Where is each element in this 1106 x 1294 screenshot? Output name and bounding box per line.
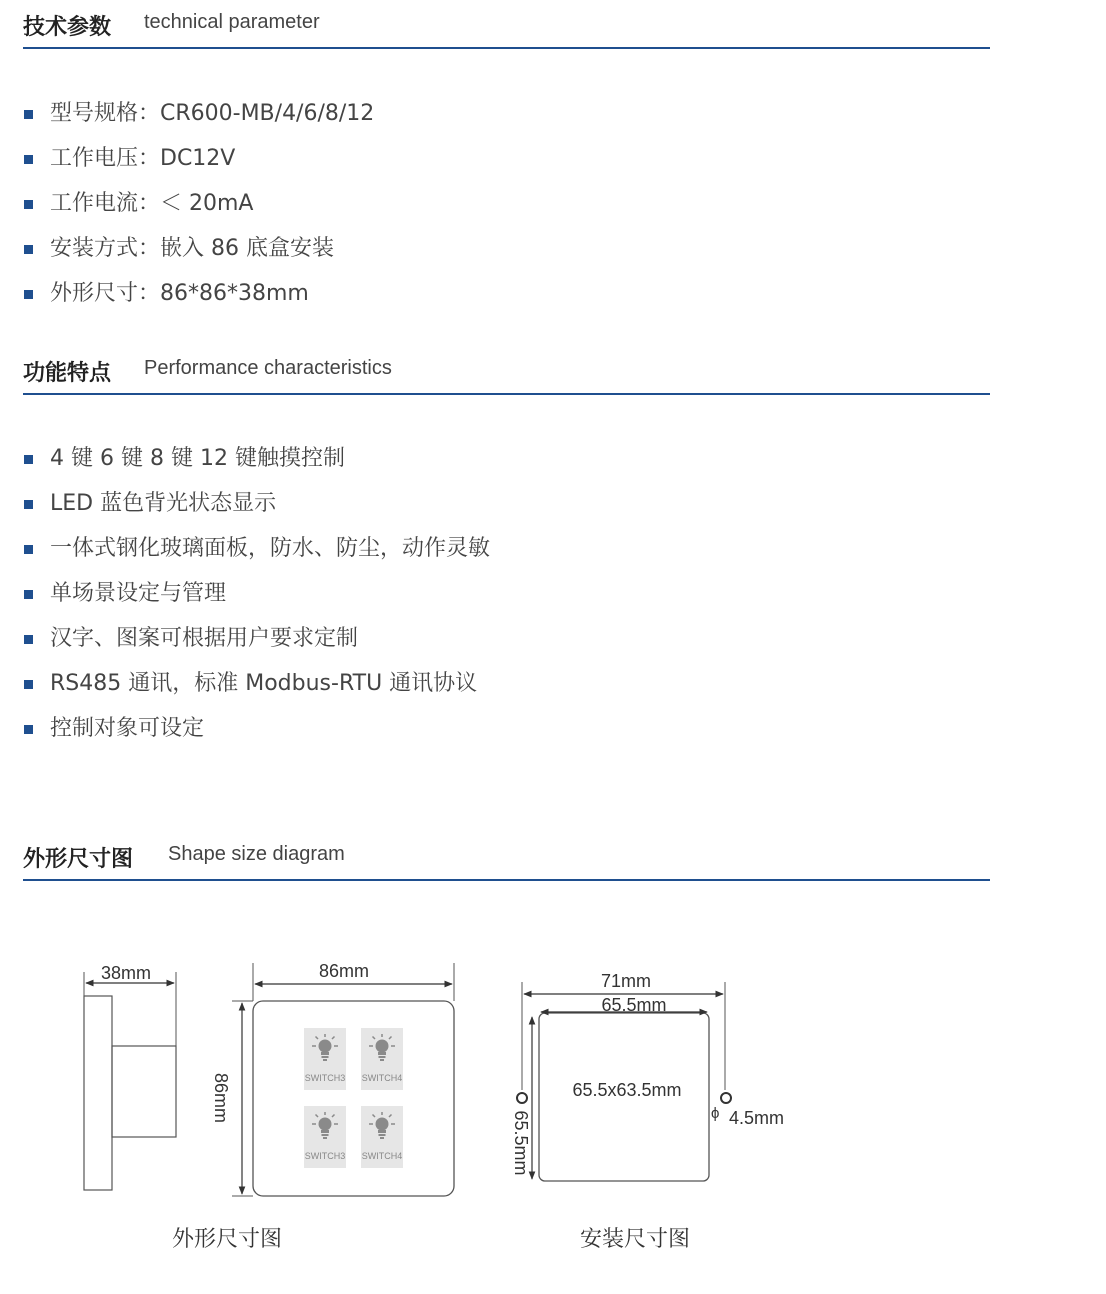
bullet-square-icon [24,545,33,554]
phi-symbol: ϕ [711,1105,720,1122]
bullet-square-icon [24,200,33,209]
list-item-text: 一体式钢化玻璃面板，防水、防尘，动作灵敏 [50,536,491,561]
section-title-en: Performance characteristics [144,357,392,379]
section-title-cn: 外形尺寸图 [23,847,134,872]
section-title-en: technical parameter [144,11,320,33]
bullet-square-icon [24,590,33,599]
caption-shape-size: 外形尺寸图 [172,1227,283,1252]
side-view [84,963,176,1190]
mounting-hole-right [721,1093,731,1103]
section-divider [23,393,990,395]
list-item-text: 工作电流：＜ 20mA [50,191,254,216]
bullet-square-icon [24,725,33,734]
feature-item [23,669,490,714]
switch-label: SWITCH4 [361,1073,403,1083]
tech-param-item [23,144,374,189]
switch-key [304,1028,346,1090]
feature-item [23,534,490,579]
list-item-text: RS485 通讯，标准 Modbus-RTU 通讯协议 [50,671,478,696]
bullet-square-icon [24,500,33,509]
section-divider [23,879,990,881]
list-item-text: 外形尺寸：86*86*38mm [50,281,309,306]
bullet-square-icon [24,635,33,644]
feature-item [23,444,490,489]
feature-item [23,579,490,624]
list-item-text: 工作电压：DC12V [50,146,236,171]
bullet-square-icon [24,680,33,689]
section-header-technical-parameter [23,8,990,52]
front-view [211,961,454,1196]
switch-key [361,1028,403,1090]
tech-param-item [23,279,374,324]
installation-view [511,971,784,1181]
list-item-text: 安装方式：嵌入 86 底盒安装 [50,236,334,261]
switch-key [304,1106,346,1168]
bullet-square-icon [24,290,33,299]
section-title-cn: 功能特点 [23,361,112,386]
list-item-text: 单场景设定与管理 [50,581,227,606]
bullet-square-icon [24,245,33,254]
caption-install-size: 安装尺寸图 [580,1227,691,1252]
list-item-text: 型号规格：CR600-MB/4/6/8/12 [50,101,375,126]
switch-label: SWITCH4 [361,1151,403,1161]
list-item-text: 汉字、图案可根据用户要求定制 [50,626,359,651]
list-item-text: LED 蓝色背光状态显示 [50,491,277,516]
feature-item [23,714,490,759]
tech-param-item [23,234,374,279]
section-header-shape-size [23,840,990,884]
feature-item [23,624,490,669]
feature-item [23,489,490,534]
bullet-square-icon [24,110,33,119]
tech-param-item [23,99,374,144]
bullet-square-icon [24,455,33,464]
shape-size-diagram [0,950,1106,1290]
mounting-hole-left [517,1093,527,1103]
section-divider [23,47,990,49]
list-item-text: 4 键 6 键 8 键 12 键触摸控制 [50,446,345,471]
hole-label: 4.5mm [729,1108,785,1128]
install-inner-label: 65.5mm [601,995,667,1015]
list-item-text: 控制对象可设定 [50,716,205,741]
tech-param-item [23,189,374,234]
feature-list [23,444,490,759]
width-label: 86mm [318,961,370,981]
install-outer-label: 71mm [600,971,652,991]
switch-label: SWITCH3 [304,1151,346,1161]
section-title-en: Shape size diagram [168,843,345,865]
height-label: 86mm [211,1072,231,1124]
section-header-performance [23,354,990,398]
bullet-square-icon [24,155,33,164]
install-area-label: 65.5x63.5mm [572,1080,682,1100]
technical-parameter-list [23,99,374,324]
switch-label: SWITCH3 [304,1073,346,1083]
depth-label: 38mm [100,963,152,983]
section-title-cn: 技术参数 [23,15,112,40]
switch-key [361,1106,403,1168]
install-height-label: 65.5mm [511,1110,531,1176]
